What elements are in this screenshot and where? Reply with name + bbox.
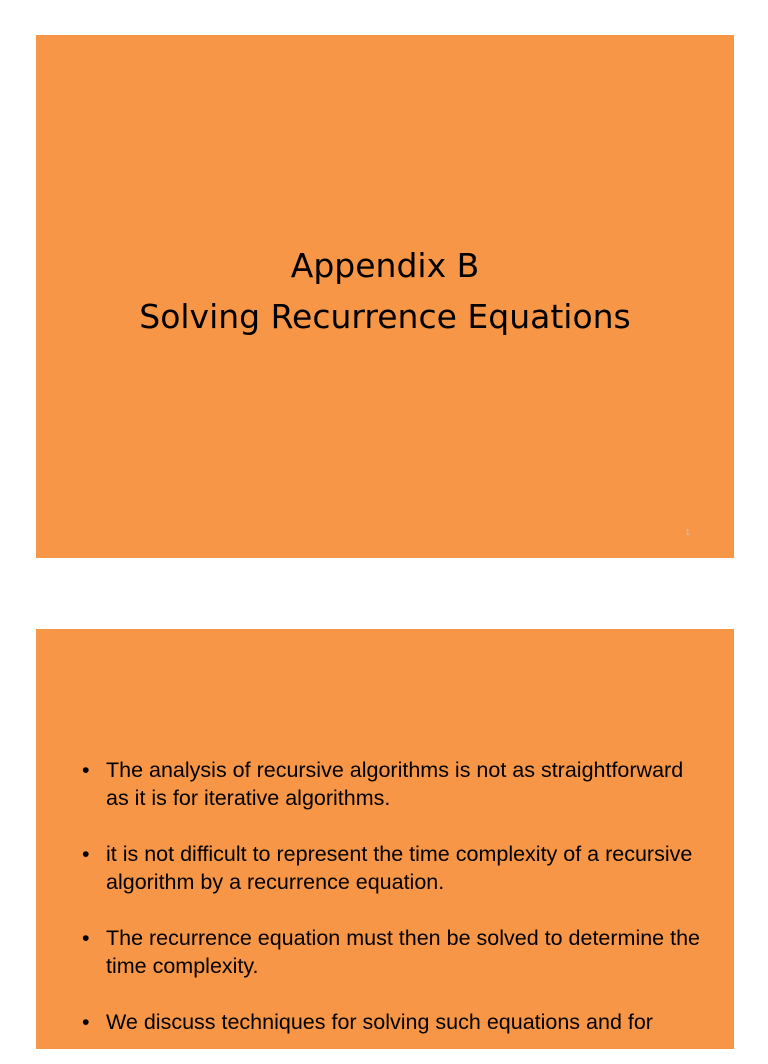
- bullet-text: The recurrence equation must then be solved to determine the time complexity.: [106, 926, 700, 978]
- bullet-item: [82, 1008, 704, 1036]
- title-slide: [36, 35, 734, 558]
- bullet-item: [82, 924, 704, 980]
- bullet-icon: •: [82, 1010, 90, 1034]
- content-slide: [36, 629, 734, 1049]
- bullet-text: it is not difficult to represent the time complexity of a recursive algorithm by a recurrence equation.: [106, 842, 693, 894]
- title-line-appendix: Appendix B: [290, 246, 480, 285]
- slide-number: 1: [685, 528, 690, 537]
- bullet-text: The analysis of recursive algorithms is not as straightforward as it is for iterative algorithms.: [106, 758, 684, 810]
- bullet-list: [82, 756, 704, 1064]
- bullet-icon: •: [82, 926, 90, 950]
- title-line-subject: Solving Recurrence Equations: [139, 297, 631, 336]
- slide-title: [36, 240, 734, 342]
- bullet-icon: •: [82, 842, 90, 866]
- bullet-item: [82, 756, 704, 812]
- bullet-icon: •: [82, 758, 90, 782]
- bullet-text: We discuss techniques for solving such equations and for: [106, 1010, 653, 1034]
- bullet-item: [82, 840, 704, 896]
